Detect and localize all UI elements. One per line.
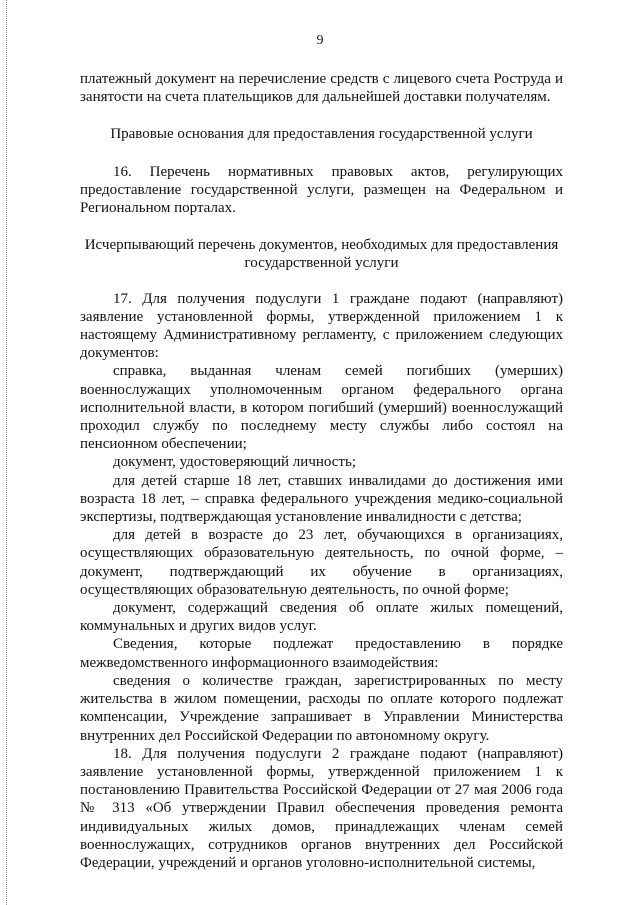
paragraph-16: 16. Перечень нормативных правовых актов, регулирующих предоставление государственной услуги, размещен на Федеральном и Региональном порталах. (80, 163, 563, 217)
list-item-education-document: для детей в возрасте до 23 лет, обучающихся в организациях, осуществляющих образовательную деятельность, по очной форме, – документ, подтверждающий их обучение в организациях, осуществляющих образовательную деятельность, по очной форме; (80, 527, 563, 598)
paragraph-interagency: Сведения, которые подлежат предоставлению в порядке межведомственного информационного взаимодействия: (80, 636, 563, 671)
heading-documents-line1: Исчерпывающий перечень документов, необходимых для предоставления (84, 237, 559, 254)
document-body (80, 70, 563, 872)
heading-documents-line2: государственной услуги (244, 255, 399, 272)
page-number: 9 (316, 33, 324, 48)
list-item-certificate: справка, выданная членам семей погибших (умерших) военнослужащих уполномоченным органом федерального органа исполнительной власти, в котором погибший (умерший) военнослужащий проходил службу по последнему месту службы либо состоял на пенсионном обеспечении; (80, 363, 563, 453)
paragraph-18: 18. Для получения подуслуги 2 граждане подают (направляют) заявление установленной формы, утвержденной приложением 1 к постановлению Правительства Российской Федерации от 27 мая 2006 года № 313 «Об утверждении Правил обеспечения проведения ремонта индивидуальных жилых домов, принадлежащих членам семей военнослужащих, сотрудников органов внутренних дел Российской Федерации, учреждений и органов уголовно-исполнительной системы, (80, 745, 563, 871)
paragraph-17: 17. Для получения подуслуги 1 граждане подают (направляют) заявление установленной формы, утвержденной приложением 1 к настоящему Административному регламенту, с приложением следующих документов: (80, 290, 563, 362)
paragraph-continuation: платежный документ на перечисление средств с лицевого счета Роструда и занятости на счета плательщиков для дальнейшей доставки получателям. (80, 71, 563, 106)
list-item-disability-certificate: для детей старше 18 лет, ставших инвалидами до достижения ими возраста 18 лет, – справка федерального учреждения медико-социальной экспертизы, подтверждающая установление инвалидности с детства; (80, 472, 563, 526)
list-item-payment-document: документ, содержащий сведения об оплате жилых помещений, коммунальных и других видов услуг. (80, 600, 563, 635)
list-item-identity-document: документ, удостоверяющий личность; (113, 454, 356, 471)
list-item-registration-info: сведения о количестве граждан, зарегистрированных по месту жительства в жилом помещении, расходы по оплате которого подлежат компенсации, Учреждение запрашивает в Управлении Министерства внутренних дел Российской Федерации по автономному округу. (80, 672, 563, 744)
heading-legal-basis: Правовые основания для предоставления государственной услуги (110, 126, 533, 143)
page-edge-dotted-line (6, 0, 7, 905)
